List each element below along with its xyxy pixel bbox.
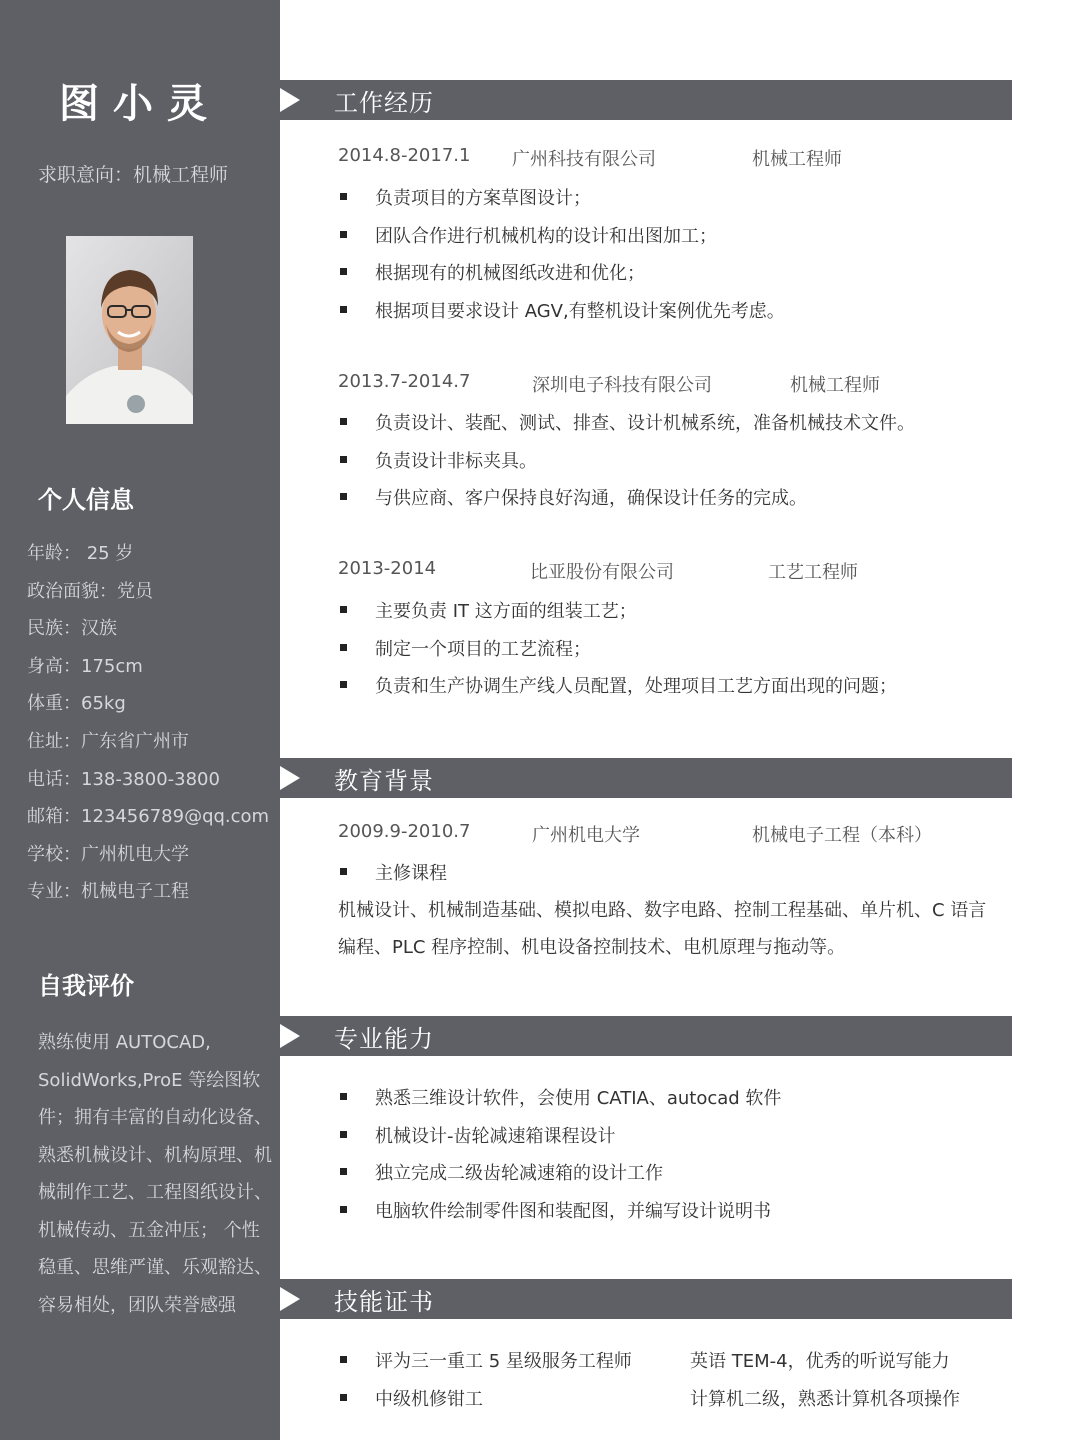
job-company: 深圳电子科技有限公司 [532, 375, 712, 396]
list-item: 根据项目要求设计 AGV,有整机设计案例优先考虑。 [338, 297, 785, 335]
job-company: 比亚股份有限公司 [530, 562, 674, 583]
job-title: 机械工程师 [790, 375, 880, 396]
play-arrow-icon [280, 1287, 300, 1311]
edu-school: 广州机电大学 [532, 825, 640, 846]
info-major: 专业：机械电子工程 [27, 881, 189, 903]
info-ethnicity: 民族：汉族 [27, 618, 117, 640]
list-item: 主要负责 IT 这方面的组装工艺； [338, 597, 897, 635]
certs-list [338, 1347, 632, 1422]
info-email: 邮箱：123456789@qq.com [27, 806, 270, 828]
skills-list [338, 1084, 781, 1234]
list-item: 计算机二级，熟悉计算机各项操作 [690, 1388, 960, 1410]
list-item: 机械设计-齿轮减速箱课程设计 [338, 1122, 781, 1160]
list-item: 独立完成二级齿轮减速箱的设计工作 [338, 1159, 781, 1197]
list-item: 与供应商、客户保持良好沟通，确保设计任务的完成。 [338, 484, 915, 522]
list-item: 电脑软件绘制零件图和装配图，并编写设计说明书 [338, 1197, 781, 1235]
list-item: 负责项目的方案草图设计； [338, 184, 785, 222]
section-title: 专业能力 [334, 1025, 434, 1053]
list-item: 中级机修钳工 [338, 1385, 632, 1423]
list-item: 负责设计非标夹具。 [338, 447, 915, 485]
list-item: 制定一个项目的工艺流程； [338, 635, 897, 673]
list-item: 负责和生产协调生产线人员配置，处理项目工艺方面出现的问题； [338, 672, 897, 710]
info-address: 住址：广东省广州市 [27, 730, 189, 752]
play-arrow-icon [280, 766, 300, 790]
job-company: 广州科技有限公司 [512, 149, 656, 170]
section-work [280, 80, 1012, 120]
job-duties [338, 184, 785, 334]
profile-photo [66, 236, 193, 424]
job-title: 机械工程师 [752, 149, 842, 170]
certs-list-secondary [690, 1347, 960, 1422]
info-school: 学校：广州机电大学 [27, 843, 189, 865]
personal-info-heading: 个人信息 [38, 486, 134, 514]
list-item: 主修课程 [338, 859, 447, 897]
candidate-name: 图小灵 [59, 81, 221, 127]
edu-courses-label-list [338, 859, 447, 897]
list-item: 熟悉三维设计软件，会使用 CATIA、autocad 软件 [338, 1084, 781, 1122]
info-phone: 电话：138-3800-3800 [27, 768, 220, 790]
job-duties [338, 597, 897, 710]
list-item: 团队合作进行机械机构的设计和出图加工； [338, 222, 785, 260]
personal-info-list [27, 539, 269, 915]
self-eval-heading: 自我评价 [38, 972, 134, 1000]
info-weight: 体重：65kg [27, 693, 126, 715]
job-period: 2013.7-2014.7 [338, 371, 471, 392]
list-item: 负责设计、装配、测试、排查、设计机械系统，准备机械技术文件。 [338, 409, 915, 447]
edu-major: 机械电子工程（本科） [752, 825, 932, 846]
info-age: 年龄： 25 岁 [27, 543, 134, 564]
section-title: 教育背景 [334, 767, 434, 795]
job-period: 2013-2014 [338, 558, 437, 579]
edu-courses: 机械设计、机械制造基础、模拟电路、数字电路、控制工程基础、单片机、C 语言编程、PLC 程序控制、机电设备控制技术、电机原理与拖动等。 [338, 900, 987, 958]
self-eval-text: 熟练使用 AUTOCAD, SolidWorks,ProE 等绘图软件；拥有丰富的自动化设备、熟悉机械设计、机构原理、机械制作工艺、工程图纸设计、机械传动、五金冲压； 个性稳重、思维严谨、乐观豁达、容易相处，团队荣誉感强 [38, 1032, 272, 1316]
section-skills [280, 1016, 1012, 1056]
section-title: 技能证书 [334, 1288, 434, 1316]
section-education [280, 758, 1012, 798]
list-item: 英语 TEM-4，优秀的听说写能力 [690, 1351, 950, 1372]
job-intent: 求职意向：机械工程师 [38, 164, 229, 186]
info-political: 政治面貌：党员 [27, 580, 153, 602]
info-height: 身高：175cm [27, 655, 143, 677]
list-item: 评为三一重工 5 星级服务工程师 [338, 1347, 632, 1385]
job-duties [338, 409, 915, 522]
play-arrow-icon [280, 1024, 300, 1048]
section-title: 工作经历 [334, 89, 434, 117]
edu-period: 2009.9-2010.7 [338, 821, 471, 842]
section-certs [280, 1279, 1012, 1319]
play-arrow-icon [280, 88, 300, 112]
list-item: 根据现有的机械图纸改进和优化； [338, 259, 785, 297]
sidebar [0, 0, 280, 1440]
job-period: 2014.8-2017.1 [338, 145, 471, 166]
job-title: 工艺工程师 [768, 562, 858, 583]
